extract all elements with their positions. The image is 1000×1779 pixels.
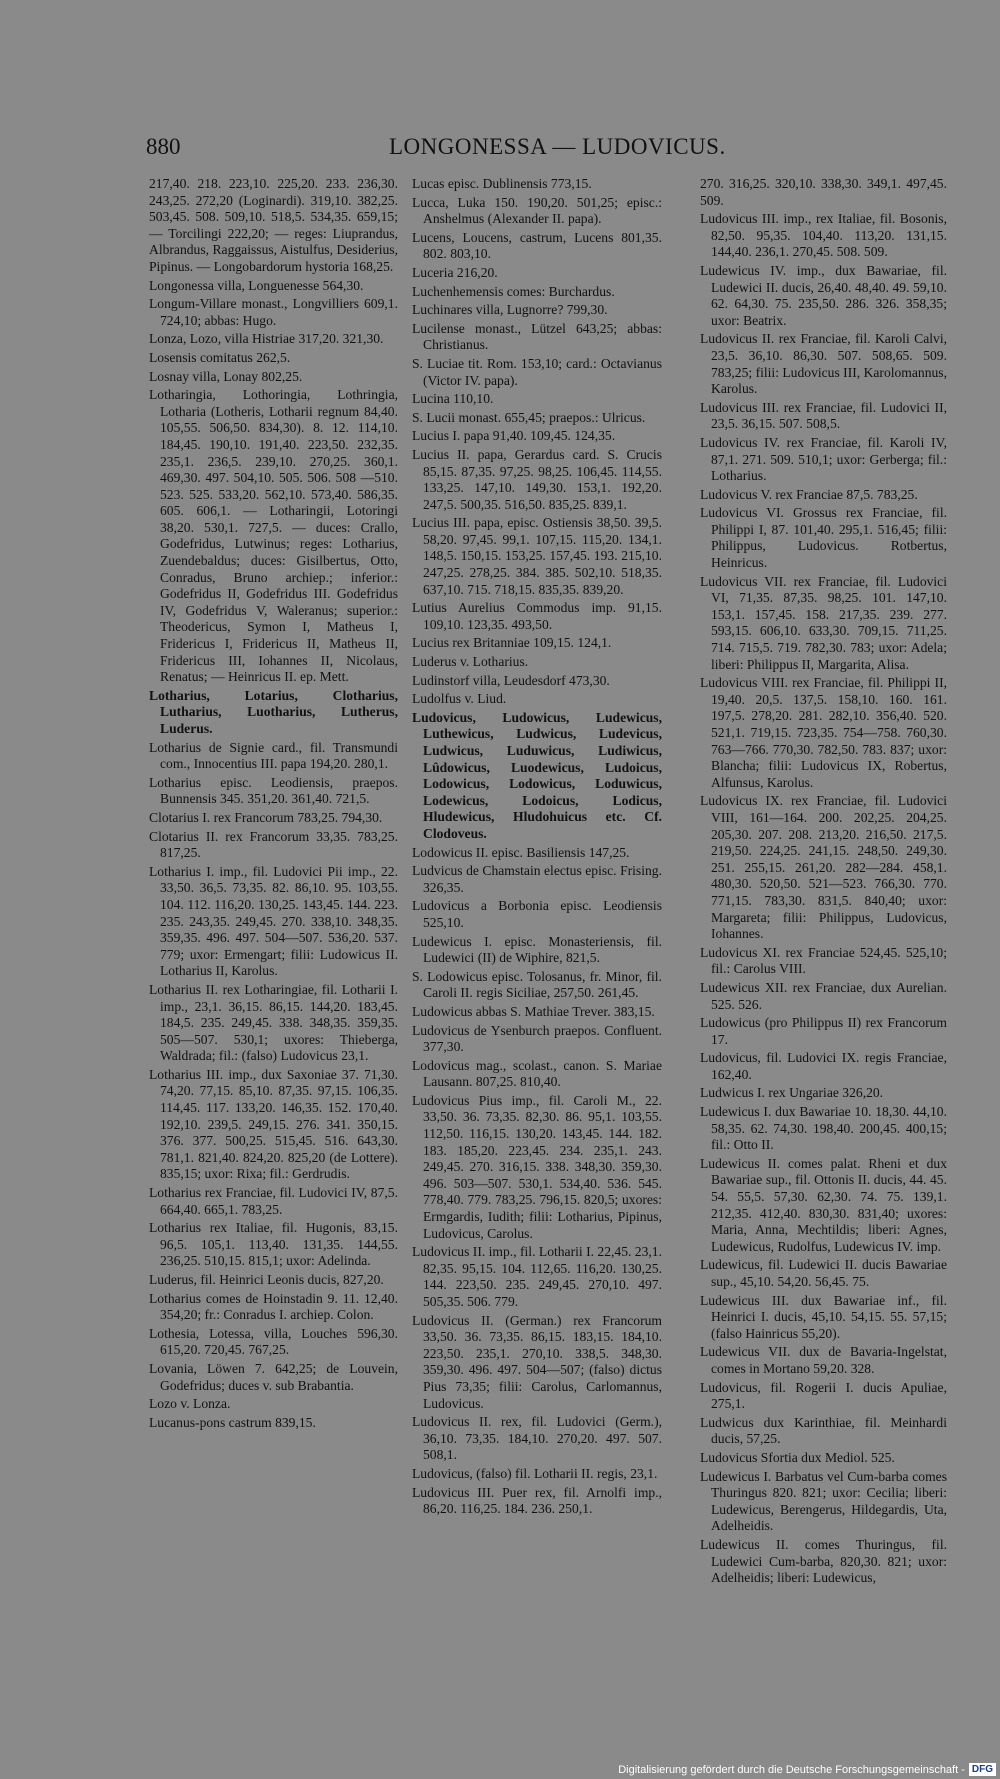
index-entry: Lotharius rex Franciae, fil. Ludovici IV, 87,5. 664,40. 665,1. 783,25. — [149, 1185, 398, 1217]
index-entry: Ludovicus, fil. Rogerii I. ducis Apuliae, 275,1. — [700, 1379, 947, 1412]
page-number: 880 — [146, 134, 181, 159]
index-entry: Luchinares villa, Lugnorre? 799,30. — [412, 302, 608, 318]
index-entry: Losensis comitatus 262,5. — [149, 349, 291, 365]
index-entry: Lotharius de Signie card., fil. Transmundi com., Innocentius III. papa 194,20. 280,1. — [149, 739, 398, 772]
index-entry: Ludvicus de Chamstain electus episc. Frising. 326,35. — [412, 863, 662, 895]
index-entry: Ludovicus III. imp., rex Italiae, fil. Bosonis, 82,50. 95,35. 104,40. 113,20. 131,15. 144,40. 236,1. 270,45. 508. 509. — [700, 211, 947, 260]
index-entry: Ludewicus IV. imp., dux Bawariae, fil. Ludewici II. ducis, 26,40. 48,40. 49. 59,10. 62. 64,30. 75. 235,50. 286. 326. 358,35; uxor: Beatrix. — [700, 262, 947, 328]
index-entry: Lotharius rex Italiae, fil. Hugonis, 83,15. 96,5. 105,1. 113,40. 131,35. 144,55. 236,25. 510,15. 815,1; uxor: Adelinda. — [149, 1220, 398, 1269]
index-entry: Ludovicus IV. rex Franciae, fil. Karoli IV, 87,1. 271. 509. 510,1; uxor: Gerberga; fil.: Lotharius. — [700, 434, 947, 484]
index-entry: Ludewicus VII. dux de Bavaria-Ingelstat, comes in Mortano 59,20. 328. — [700, 1344, 947, 1376]
index-entry: Ludewicus I. episc. Monasteriensis, fil. Ludewici (II) de Wiphire, 821,5. — [412, 933, 662, 966]
index-entry: Lotharius episc. Leodiensis, praepos. Bunnensis 345. 351,20. 361,40. 721,5. — [149, 774, 398, 807]
index-entry: Lodovicus mag., scolast., canon. S. Mariae Lausann. 807,25. 810,40. — [412, 1057, 662, 1090]
index-column-1 — [149, 176, 398, 1433]
index-entry: Lotharius comes de Hoinstadin 9. 11. 12,40. 354,20; fr.: Conradus I. archiep. Colon. — [149, 1290, 398, 1323]
running-head: LONGONESSA — LUDOVICUS. — [389, 134, 726, 159]
index-entry: Ludovicus II. rex, fil. Ludovici (Germ.), 36,10. 73,35. 184,10. 270,20. 497. 507. 508,1. — [412, 1414, 662, 1463]
index-entry: Lozo v. Lonza. — [149, 1396, 231, 1412]
index-entry: Ludovicus III. Puer rex, fil. Arnolfi imp., 86,20. 116,25. 184. 236. 250,1. — [412, 1484, 662, 1517]
index-entry: Ludowicus (pro Philippus II) rex Francorum 17. — [700, 1015, 947, 1047]
index-entry: Ludinstorf villa, Leudesdorf 473,30. — [412, 672, 610, 688]
index-entry: Lucius III. papa, episc. Ostiensis 38,50. 39,5. 58,20. 97,45. 99,1. 107,15. 115,20. 134,1. 148,5. 150,15. 153,25. 157,45. 193. 215,10. 247,25. 278,25. 384. 385. 502,10. 518,35. 637,10. 715. 718,15. 835,35. 839,20. — [412, 515, 662, 597]
index-entry: Ludovicus XI. rex Franciae 524,45. 525,10; fil.: Carolus VIII. — [700, 944, 947, 977]
index-entry: Lotharius III. imp., dux Saxoniae 37. 71,30. 74,20. 77,15. 85,10. 87,35. 97,15. 106,35. 114,45. 117. 133,20. 146,35. 152. 170,40. 192,10. 239,5. 249,15. 276. 341. 350,15. 376. 377. 500,25. 515,45. 516. 643,30. 781,1. 821,40. 824,20. 825,20 (de Lottere). 835,15; uxor: Rixa; fil.: Gerdrudis. — [149, 1066, 398, 1182]
index-entry: Longonessa villa, Longuenesse 564,30. — [149, 277, 364, 293]
index-entry: 270. 316,25. 320,10. 338,30. 349,1. 497,45. 509. — [700, 176, 947, 208]
index-entry: Ludovicus II. rex Franciae, fil. Karoli Calvi, 23,5. 36,10. 86,30. 507. 508,65. 509. 783,25; filii: Ludovicus III, Karolomannus, Karolus. — [700, 331, 947, 397]
index-entry: Ludovicus V. rex Franciae 87,5. 783,25. — [700, 486, 918, 502]
digitization-footer — [618, 1763, 996, 1776]
index-entry: Ludewicus III. dux Bawariae inf., fil. Heinrici I. ducis, 45,10. 54,15. 55. 57,15; (falso Hainricus 55,20). — [700, 1292, 947, 1341]
index-entry: Luderus, fil. Heinrici Leonis ducis, 827,20. — [149, 1272, 384, 1287]
index-entry: S. Lodowicus episc. Tolosanus, fr. Minor, fil. Caroli II. regis Siciliae, 257,50. 261,45. — [412, 968, 662, 1001]
index-entry: Ludovicus Sfortia dux Mediol. 525. — [700, 1449, 895, 1465]
index-entry: Ludwicus dux Karinthiae, fil. Meinhardi ducis, 57,25. — [700, 1414, 947, 1447]
index-entry: Losnay villa, Lonay 802,25. — [149, 368, 303, 384]
index-entry: Lucina 110,10. — [412, 391, 494, 407]
index-entry: Lonza, Lozo, villa Histriae 317,20. 321,30. — [149, 331, 384, 347]
index-entry: Ludovicus VII. rex Franciae, fil. Ludovici VI, 71,35. 87,35. 98,25. 101. 147,10. 153,1. 157,45. 158. 217,35. 239. 277. 593,15. 606,10. 633,30. 709,15. 711,25. 714. 715,5. 719. 782,30. 783; uxor: Adela; liberi: Philippus II, Margarita, Alisa. — [700, 573, 947, 672]
index-entry: Ludewicus XII. rex Franciae, dux Aurelian. 525. 526. — [700, 979, 947, 1012]
index-entry: Lucius II. papa, Gerardus card. S. Crucis 85,15. 87,35. 97,25. 98,25. 106,45. 114,55. 133,25. 147,10. 149,30. 153,1. 192,20. 247,5. 500,35. 516,50. 835,25. 839,1. — [412, 446, 662, 512]
index-entry: Ludowicus abbas S. Mathiae Trever. 383,15. — [412, 1003, 655, 1019]
index-entry: 217,40. 218. 223,10. 225,20. 233. 236,30. 243,25. 272,20 (Loginardi). 319,10. 382,25. 503,45. 508. 509,10. 518,5. 534,35. 659,15; — Torcilingi 222,20; — reges: Liuprandus, Albrandus, Raggaissus, Aistulfus, Desiderius, Pipinus. — Longobardorum hystoria 168,25. — [149, 176, 398, 274]
index-entry: Ludewicus I. Barbatus vel Cum-barba comes Thuringus 820. 821; uxor: Cecilia; liberi: Ludewicus, Berengerus, Hildegardis, Uta, Adelheidis. — [700, 1468, 947, 1534]
index-entry: Ludolfus v. Liud. — [412, 691, 507, 707]
index-entry: Lucens, Loucens, castrum, Lucens 801,35. 802. 803,10. — [412, 229, 662, 262]
index-entry: Lucilense monast., Lützel 643,25; abbas: Christianus. — [412, 320, 662, 353]
dfg-logo-icon: DFG — [969, 1763, 996, 1776]
index-column-3 — [700, 176, 947, 1589]
index-entry: S. Lucii monast. 655,45; praepos.: Ulricus. — [412, 409, 646, 425]
index-entry: Ludwicus I. rex Ungariae 326,20. — [700, 1085, 884, 1101]
index-entry: Ludovicus Pius imp., fil. Caroli M., 22. 33,50. 36. 73,35. 82,30. 86. 95,1. 103,55. 112,50. 116,15. 130,20. 143,45. 144. 182. 183. 185,20. 223,45. 234. 235,1. 243. 249,45. 270. 316,15. 338. 348,30. 359,30. 496. 503—507. 530,1. 534,40. 536. 545. 778,40. 779. 783,25. 796,15. 820,5; uxores: Ermgardis, Iudith; filii: Lotharius, Pipinus, Ludovicus, Carolus. — [412, 1092, 662, 1241]
index-entry: Lucius I. papa 91,40. 109,45. 124,35. — [412, 428, 616, 444]
index-entry: Lucas episc. Dublinensis 773,15. — [412, 176, 592, 191]
index-entry: S. Luciae tit. Rom. 153,10; card.: Octavianus (Victor IV. papa). — [412, 355, 662, 388]
index-entry: Lotharius II. rex Lotharingiae, fil. Lotharii I. imp., 23,1. 36,15. 86,15. 144,20. 183,45. 184,5. 235. 249,45. 338. 348,35. 359,35. 505—507. 530,1; uxores: Thieberga, Waldrada; fil.: (falso) Ludovicus 23,1. — [149, 981, 398, 1064]
index-entry: Lothesia, Lotessa, villa, Louches 596,30. 615,20. 720,45. 767,25. — [149, 1325, 398, 1358]
index-entry: Lutius Aurelius Commodus imp. 91,15. 109,10. 123,35. 493,50. — [412, 600, 662, 632]
index-entry: Ludovicus VIII. rex Franciae, fil. Philippi II, 19,40. 20,5. 137,5. 158,10. 160. 161. 197,5. 278,20. 281. 282,10. 356,40. 520. 521,1. 719,15. 723,35. 754—758. 760,30. 763—766. 770,30. 782,50. 783. 837; uxor: Blancha; filii: Ludovicus IX, Robertus, Alfunsus, Karolus. — [700, 675, 947, 790]
index-entry: Ludovicus III. rex Franciae, fil. Ludovici II, 23,5. 36,15. 507. 508,5. — [700, 399, 947, 432]
index-entry: Ludovicus II. imp., fil. Lotharii I. 22,45. 23,1. 82,35. 95,15. 104. 112,65. 116,20. 130,25. 144. 223,50. 235. 249,45. 270,10. 497. 505,35. 506. 779. — [412, 1244, 662, 1309]
index-entry: Ludewicus, fil. Ludewici II. ducis Bawariae sup., 45,10. 54,20. 56,45. 75. — [700, 1257, 947, 1289]
index-entry: Ludovicus a Borbonia episc. Leodiensis 525,10. — [412, 898, 662, 930]
index-entry: Ludewicus II. comes Thuringus, fil. Ludewici Cum-barba, 820,30. 821; uxor: Adelheidis; liberi: Ludewicus, — [700, 1536, 947, 1586]
index-entry: Lovania, Löwen 7. 642,25; de Louvein, Godefridus; duces v. sub Brabantia. — [149, 1360, 398, 1393]
index-entry: Ludovicus de Ysenburch praepos. Confluent. 377,30. — [412, 1022, 662, 1055]
index-heading: Ludovicus, Ludowicus, Ludewicus, Luthewicus, Ludwicus, Ludevicus, Ludwicus, Luduwicus, Ludiwicus, Lûdowicus, Luodewicus, Ludoicus, Lodowicus, Lodowicus, Loduwicus, Lodewicus, Lodoicus, Lodicus, Hludewicus, Hludohuicus etc. Cf. Clodoveus. — [412, 709, 662, 841]
index-entry: Ludovicus II. (German.) rex Francorum 33,50. 36. 73,35. 86,15. 183,15. 184,10. 223,50. 235,1. 270,10. 338,5. 348,30. 359,30. 496. 497. 504—507; (falso) dictus Pius 73,35; filii: Carolus, Carlomannus, Ludovicus. — [412, 1312, 662, 1411]
index-entry: Longum-Villare monast., Longvilliers 609,1. 724,10; abbas: Hugo. — [149, 296, 398, 328]
index-entry: Clotarius I. rex Francorum 783,25. 794,30. — [149, 809, 383, 825]
index-entry: Ludovicus, (falso) fil. Lotharii II. regis, 23,1. — [412, 1465, 658, 1481]
index-entry: Clotarius II. rex Francorum 33,35. 783,25. 817,25. — [149, 828, 398, 861]
index-entry: Ludewicus II. comes palat. Rheni et dux Bawariae sup., fil. Ottonis II. ducis, 44. 45. 54. 55,5. 57,30. 62,30. 74. 75. 139,1. 212,35. 412,40. 830,30. 831,40; uxores: Maria, Anna, Mechtildis; liberi: Agnes, Ludewicus, Rudolfus, Ludewicus IV. imp. — [700, 1155, 947, 1254]
index-entry: Ludovicus, fil. Ludovici IX. regis Franciae, 162,40. — [700, 1050, 947, 1082]
index-entry: Luceria 216,20. — [412, 264, 498, 280]
index-entry: Lotharingia, Lothoringia, Lothringia, Lotharia (Lotheris, Lotharii regnum 84,40. 105,55. 506,50. 834,30). 8. 12. 114,10. 184,45. 190,10. 191,40. 223,50. 232,35. 235,1. 236,5. 239,10. 270,25. 360,1. 469,30. 497. 504,10. 505. 506. 508 —510. 523. 525. 533,20. 562,10. 573,40. 586,35. 605. 606,1. — Lotharingii, Lotoringi 38,20. 530,1. 727,5. — duces: Crallo, Godefridus, Lutwinus; reges: Lotharius, Zuendebaldus; duces: Gisilbertus, Otto, Conradus, Bruno archiep.; inferior.: Godefridus II, Godefridus III. Godefridus IV, Godefridus V, Waleranus; superior.: Theodericus, Symon I, Matheus I, Fridericus I, Fridericus II, Matheus II, Fridericus III, Iohannes II, Nicolaus, Renatus; — Heinricus II. ep. Mett. — [149, 387, 398, 685]
index-entry: Luchenhemensis comes: Burchardus. — [412, 283, 615, 299]
index-entry: Lodowicus II. episc. Basiliensis 147,25. — [412, 844, 630, 860]
index-column-2 — [412, 176, 662, 1520]
index-heading: Lotharius, Lotarius, Clotharius, Lutharius, Luotharius, Lutherus, Luderus. — [149, 687, 398, 736]
index-entry: Lucca, Luka 150. 190,20. 501,25; episc.: Anshelmus (Alexander II. papa). — [412, 194, 662, 227]
footer-text: Digitalisierung gefördert durch die Deutsche Forschungsgemeinschaft - — [618, 1763, 965, 1776]
index-entry: Ludovicus IX. rex Franciae, fil. Ludovici VIII, 161—164. 200. 202,25. 204,25. 205,30. 207. 208. 213,20. 216,50. 217,5. 219,50. 224,25. 241,15. 248,50. 249,30. 251. 255,15. 261,20. 282—284. 458,1. 480,30. 520,50. 521—523. 766,30. 770. 771,15. 783,30. 831,5. 840,40; uxor: Margareta; filii: Philippus, Ludovicus, Iohannes. — [700, 793, 947, 942]
index-entry: Luderus v. Lotharius. — [412, 654, 529, 670]
index-entry: Lucanus-pons castrum 839,15. — [149, 1414, 316, 1430]
index-entry: Lucius rex Britanniae 109,15. 124,1. — [412, 635, 612, 651]
index-entry: Ludewicus I. dux Bawariae 10. 18,30. 44,10. 58,35. 62. 74,30. 198,40. 200,45. 400,15; fil.: Otto II. — [700, 1104, 947, 1153]
index-entry: Ludovicus VI. Grossus rex Franciae, fil. Philippi I, 87. 101,40. 295,1. 516,45; filii: Philippus, Ludovicus. Rotbertus, Heinricus. — [700, 505, 947, 571]
index-entry: Lotharius I. imp., fil. Ludovici Pii imp., 22. 33,50. 36,5. 73,35. 82. 86,10. 95. 103,55. 104. 112. 116,20. 130,25. 143,45. 144. 223. 235. 243,35. 249,45. 270. 338,10. 348,35. 359,35. 496. 497. 504—507. 536,20. 537. 779; uxor: Ermengart; filii: Ludowicus II. Lotharius II, Karolus. — [149, 863, 398, 979]
